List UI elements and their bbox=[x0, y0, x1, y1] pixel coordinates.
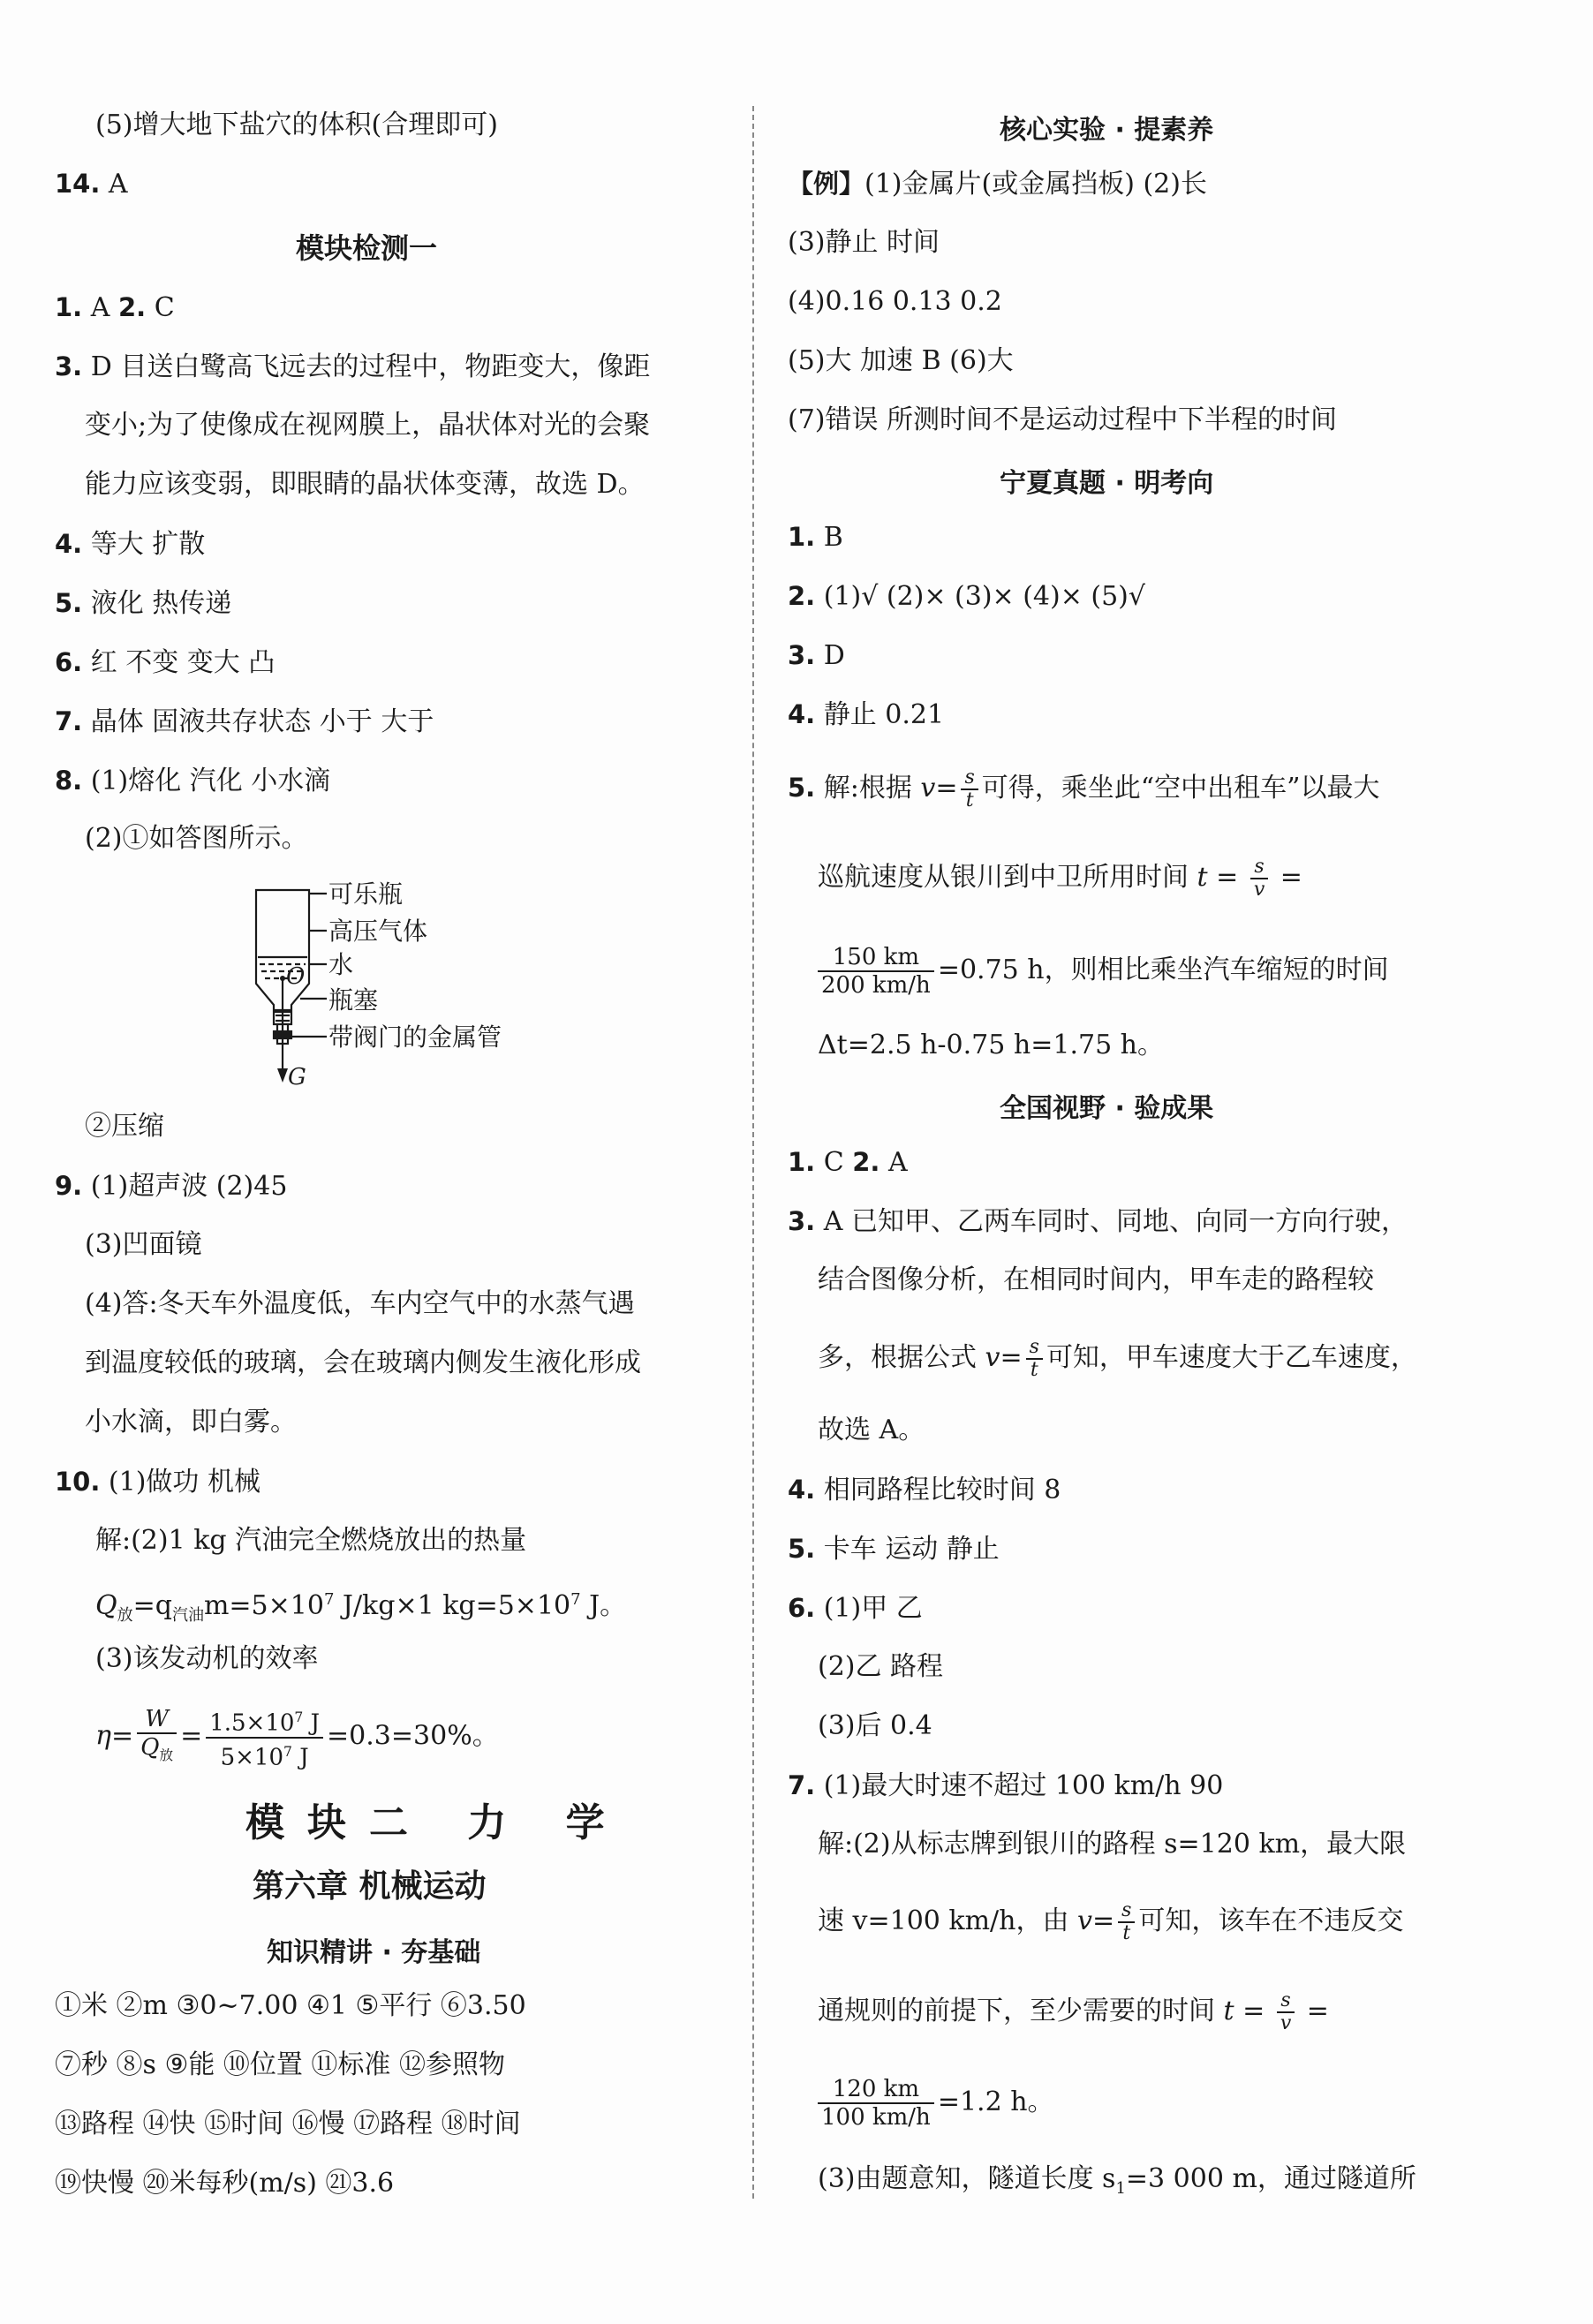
bottle-diagram bbox=[238, 879, 556, 1091]
answer-6-line3: (3)后 0.4 bbox=[818, 1710, 932, 1741]
knowledge-line-3: ⑬路程 ⑭快 ⑮时间 ⑯慢 ⑰路程 ⑱时间 bbox=[55, 2109, 521, 2139]
answer-7-line6: (3)由题意知，隧道长度 $s_1=3$ 000 m，通过隧道所 bbox=[818, 2163, 1416, 2198]
answer-2: 2. (1)√ (2)× (3)× (4)× (5)√ bbox=[788, 581, 1146, 612]
answer-9-line5: 小水滴，即白雾。 bbox=[85, 1407, 297, 1437]
answer-1-2: 1. A 2. C bbox=[55, 292, 175, 323]
label-cola-bottle: 可乐瓶 bbox=[328, 879, 404, 909]
answer-10-line2: 解:(2)1 kg 汽油完全燃烧放出的热量 bbox=[95, 1525, 527, 1556]
answer-9-line3: (4)答:冬天车外温度低，车内空气中的水蒸气遇 bbox=[85, 1288, 635, 1319]
section-title-core-experiment: 核心实验 · 提素养 bbox=[1000, 115, 1214, 146]
example-line-1: 【例】(1)金属片(或金属挡板) (2)长 bbox=[788, 169, 1207, 200]
answer-3-line2: 变小;为了使像成在视网膜上，晶状体对光的会聚 bbox=[85, 410, 651, 441]
answer-7-line5: $\frac{120 km}{100 km/h}$ =1.2 h。 bbox=[818, 2071, 1054, 2133]
answer-5-line3: $\frac{150 km}{200 km/h}$ =0.75 h，则相比乘坐汽车缩短的时间 bbox=[818, 939, 1389, 1001]
answer-10-line3: $Q_放=q_{汽油}m=5\times 10^7$ J/kg×1 $kg=5\times 10^7$ J。 bbox=[95, 1590, 627, 1625]
answer-7-line2: 解:(2)从标志牌到银川的路程 s=120 km，最大限 bbox=[818, 1829, 1407, 1860]
answer-10: 10. (1)做功 机械 bbox=[55, 1467, 260, 1498]
answer-6-line2: (2)乙 路程 bbox=[818, 1651, 944, 1682]
answer-7-line4: 通规则的前提下，至少需要的时间 t = $\frac{s}{v}$ = bbox=[818, 1989, 1329, 2034]
answer-3: 3. D 目送白鹭高飞远去的过程中，物距变大，像距 bbox=[55, 351, 651, 382]
column-divider bbox=[752, 106, 754, 2199]
answer-3: 3. D bbox=[788, 640, 845, 671]
efficiency-formula: η= $\frac{W}{Q_放}$ = $\frac{1.5\times 10^7 J}{5\times 10^7 J}$ =0.3=30%。 bbox=[95, 1704, 499, 1770]
example-line-5: (7)错误 所测时间不是运动过程中下半程的时间 bbox=[788, 404, 1338, 435]
answer-5: 5. 液化 热传递 bbox=[55, 588, 232, 619]
section-title-ningxia: 宁夏真题 · 明考向 bbox=[1000, 468, 1214, 499]
answer-3-line3: 能力应该变弱，即眼睛的晶状体变薄，故选 D。 bbox=[85, 469, 645, 500]
answer-7: 7. (1)最大时速不超过 100 km/h 90 bbox=[788, 1770, 1224, 1801]
answer-5: 5. 卡车 运动 静止 bbox=[788, 1534, 1000, 1565]
answer-3-line3: 多，根据公式 v= $\frac{s}{t}$ 可知，甲车速度大于乙车速度， bbox=[818, 1336, 1417, 1381]
section-title-module-test-1: 模块检测一 bbox=[296, 231, 438, 265]
answer-6: 6. (1)甲 乙 bbox=[788, 1593, 923, 1624]
answer-5-line4: Δt=2.5 h-0.75 h=1.75 h。 bbox=[818, 1030, 1165, 1060]
answer-8-line2: (2)①如答图所示。 bbox=[85, 823, 308, 854]
answer-7: 7. 晶体 固液共存状态 小于 大于 bbox=[55, 706, 434, 737]
knowledge-line-4: ⑲快慢 ⑳米每秒(m/s) ㉑3.6 bbox=[55, 2168, 395, 2199]
section-title-national: 全国视野 · 验成果 bbox=[1000, 1093, 1214, 1124]
subsection-knowledge: 知识精讲 · 夯基础 bbox=[267, 1937, 481, 1968]
example-line-2: (3)静止 时间 bbox=[788, 227, 940, 258]
example-line-3: (4)0.16 0.13 0.2 bbox=[788, 286, 1002, 317]
answer-10-line4: (3)该发动机的效率 bbox=[95, 1643, 319, 1674]
answer-line: (5)增大地下盐穴的体积(合理即可) bbox=[95, 109, 498, 140]
label-stopper: 瓶塞 bbox=[328, 985, 379, 1015]
answer-7-line3: 速 v=100 km/h，由 v= $\frac{s}{t}$ 可知，该车在不违反交 bbox=[818, 1899, 1404, 1944]
answer-8: 8. (1)熔化 汽化 小水滴 bbox=[55, 766, 331, 796]
knowledge-line-2: ⑦秒 ⑧s ⑨能 ⑩位置 ⑪标准 ⑫参照物 bbox=[55, 2049, 505, 2080]
label-water: 水 bbox=[328, 950, 354, 979]
module-2-title: 模块二 力 学 bbox=[245, 1800, 628, 1845]
answer-9-line4: 到温度较低的玻璃，会在玻璃内侧发生液化形成 bbox=[85, 1347, 641, 1378]
answer-3-line4: 故选 A。 bbox=[818, 1415, 925, 1445]
answer-4: 4. 等大 扩散 bbox=[55, 529, 206, 560]
knowledge-line-1: ①米 ②m ③0~7.00 ④1 ⑤平行 ⑥3.50 bbox=[55, 1990, 526, 2021]
answer-5: 5. 解:根据 v= $\frac{s}{t}$ 可得，乘坐此“空中出租车”以最大 bbox=[788, 766, 1380, 811]
answer-8-line3: ②压缩 bbox=[85, 1111, 164, 1142]
answer-5-line2: 巡航速度从银川到中卫所用时间 t = $\frac{s}{v}$ = bbox=[818, 856, 1302, 901]
answer-1: 1. B bbox=[788, 522, 843, 553]
answer-9-line2: (3)凹面镜 bbox=[85, 1229, 202, 1260]
answer-4: 4. 静止 0.21 bbox=[788, 699, 945, 730]
answer-9: 9. (1)超声波 (2)45 bbox=[55, 1171, 288, 1202]
answer-6: 6. 红 不变 变大 凸 bbox=[55, 647, 276, 678]
answer-1-2: 1. C 2. A bbox=[788, 1147, 908, 1178]
answer-3: 3. A 已知甲、乙两车同时、同地、向同一方向行驶， bbox=[788, 1206, 1408, 1237]
answer-14: 14. A bbox=[55, 169, 128, 200]
label-high-pressure-gas: 高压气体 bbox=[328, 917, 428, 946]
answer-4: 4. 相同路程比较时间 8 bbox=[788, 1475, 1061, 1505]
example-line-4: (5)大 加速 B (6)大 bbox=[788, 345, 1014, 376]
label-metal-tube: 带阀门的金属管 bbox=[328, 1022, 502, 1052]
label-g: G bbox=[288, 1064, 306, 1090]
chapter-6-title: 第六章 机械运动 bbox=[253, 1868, 487, 1905]
label-o: O bbox=[286, 963, 306, 990]
answer-3-line2: 结合图像分析，在相同时间内，甲车走的路程较 bbox=[818, 1264, 1374, 1295]
